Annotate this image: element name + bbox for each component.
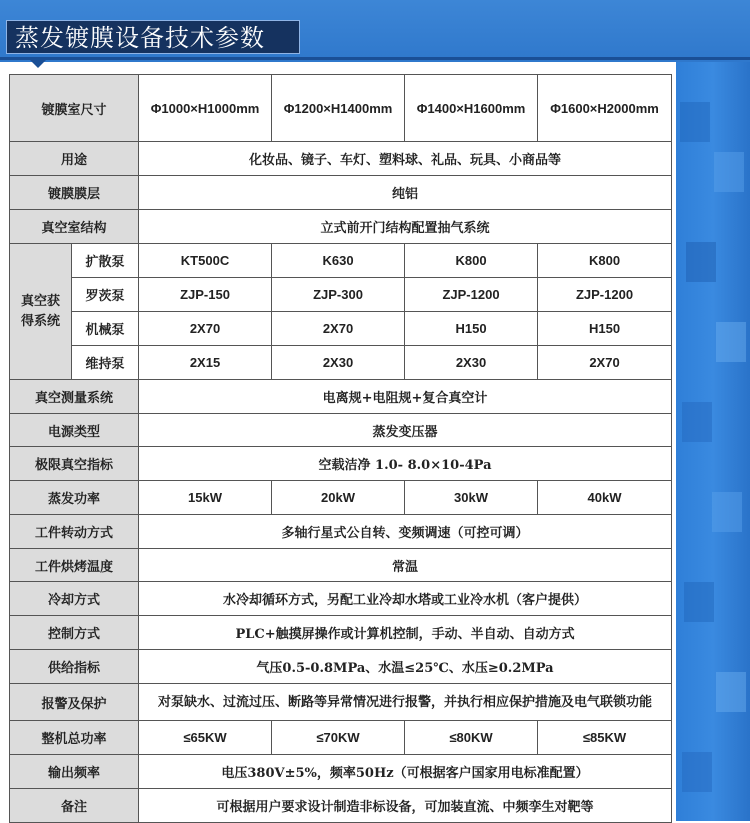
pump-value: 2X70 — [139, 312, 272, 346]
row-label: 输出频率 — [10, 755, 139, 789]
table-row — [10, 650, 672, 684]
table-row — [10, 582, 672, 616]
table-row — [10, 244, 672, 278]
page-title: 蒸发镀膜设备技术参数 — [6, 20, 300, 54]
row-label: 真空室结构 — [10, 210, 139, 244]
row-value: 电压380V±5%，频率50Hz（可根据客户国家用电标准配置） — [139, 755, 672, 789]
power-cell: 40kW — [538, 481, 672, 515]
pump-value: K800 — [538, 244, 672, 278]
table-row — [10, 312, 672, 346]
pump-label: 罗茨泵 — [72, 278, 139, 312]
pump-value: ZJP-300 — [272, 278, 405, 312]
table-row — [10, 481, 672, 515]
table-row — [10, 210, 672, 244]
pump-value: ZJP-150 — [139, 278, 272, 312]
pump-value: KT500C — [139, 244, 272, 278]
pump-label: 维持泵 — [72, 346, 139, 380]
total-power-cell: ≤65KW — [139, 721, 272, 755]
size-cell: Φ1200×H1400mm — [272, 75, 405, 142]
pump-value: 2X70 — [272, 312, 405, 346]
row-value: 蒸发变压器 — [139, 414, 672, 447]
row-label: 工件转动方式 — [10, 515, 139, 549]
total-power-cell: ≤80KW — [405, 721, 538, 755]
row-label: 真空获得系统 — [10, 244, 72, 380]
pump-value: 2X30 — [405, 346, 538, 380]
row-value: 可根据用户要求设计制造非标设备，可加装直流、中频孪生对靶等 — [139, 789, 672, 823]
table-row — [10, 75, 672, 142]
pump-value: K630 — [272, 244, 405, 278]
spec-table — [9, 74, 672, 823]
decor-block — [686, 242, 716, 282]
pump-label: 扩散泵 — [72, 244, 139, 278]
table-row — [10, 515, 672, 549]
row-label: 极限真空指标 — [10, 447, 139, 481]
row-label: 控制方式 — [10, 616, 139, 650]
row-value: 纯铝 — [139, 176, 672, 210]
pump-value: 2X70 — [538, 346, 672, 380]
title-pointer-icon — [30, 60, 46, 68]
decor-block — [714, 152, 744, 192]
pump-value: H150 — [538, 312, 672, 346]
power-cell: 15kW — [139, 481, 272, 515]
size-cell: Φ1400×H1600mm — [405, 75, 538, 142]
size-cell: Φ1600×H2000mm — [538, 75, 672, 142]
decor-block — [712, 492, 742, 532]
row-label: 镀膜膜层 — [10, 176, 139, 210]
row-value: 空载洁净 1.0- 8.0×10-4Pa — [139, 447, 672, 481]
total-power-cell: ≤70KW — [272, 721, 405, 755]
pump-label: 机械泵 — [72, 312, 139, 346]
decor-block — [682, 402, 712, 442]
row-value: 电离规+电阻规+复合真空计 — [139, 380, 672, 414]
decor-block — [682, 752, 712, 792]
header-divider — [0, 57, 750, 60]
pump-value: 2X15 — [139, 346, 272, 380]
row-label: 工件烘烤温度 — [10, 549, 139, 582]
table-row — [10, 684, 672, 721]
row-label: 蒸发功率 — [10, 481, 139, 515]
row-label: 电源类型 — [10, 414, 139, 447]
table-row — [10, 616, 672, 650]
pump-value: H150 — [405, 312, 538, 346]
power-cell: 20kW — [272, 481, 405, 515]
row-value: 化妆品、镜子、车灯、塑料球、礼品、玩具、小商品等 — [139, 142, 672, 176]
row-label: 供给指标 — [10, 650, 139, 684]
decor-block — [684, 582, 714, 622]
decor-block — [680, 102, 710, 142]
size-cell: Φ1000×H1000mm — [139, 75, 272, 142]
table-row — [10, 789, 672, 823]
table-row — [10, 755, 672, 789]
table-row — [10, 346, 672, 380]
row-label: 整机总功率 — [10, 721, 139, 755]
table-row — [10, 176, 672, 210]
row-value: PLC+触摸屏操作或计算机控制，手动、半自动、自动方式 — [139, 616, 672, 650]
row-value: 水冷却循环方式，另配工业冷却水塔或工业冷水机（客户提供） — [139, 582, 672, 616]
pump-value: 2X30 — [272, 346, 405, 380]
row-label: 冷却方式 — [10, 582, 139, 616]
row-label: 备注 — [10, 789, 139, 823]
table-row — [10, 414, 672, 447]
table-row — [10, 447, 672, 481]
row-label: 镀膜室尺寸 — [10, 75, 139, 142]
row-value: 常温 — [139, 549, 672, 582]
decor-block — [716, 322, 746, 362]
table-row — [10, 278, 672, 312]
table-row — [10, 142, 672, 176]
table-row — [10, 380, 672, 414]
row-value: 对泵缺水、过流过压、断路等异常情况进行报警，并执行相应保护措施及电气联锁功能 — [139, 684, 672, 721]
table-row — [10, 721, 672, 755]
row-value: 气压0.5-0.8MPa、水温≤25℃、水压≥0.2MPa — [139, 650, 672, 684]
pump-value: K800 — [405, 244, 538, 278]
pump-value: ZJP-1200 — [405, 278, 538, 312]
decorative-side-panel — [676, 62, 750, 821]
decor-block — [716, 672, 746, 712]
power-cell: 30kW — [405, 481, 538, 515]
row-value: 多轴行星式公自转、变频调速（可控可调） — [139, 515, 672, 549]
row-label: 用途 — [10, 142, 139, 176]
row-value: 立式前开门结构配置抽气系统 — [139, 210, 672, 244]
table-row — [10, 549, 672, 582]
row-label: 真空测量系统 — [10, 380, 139, 414]
row-label: 报警及保护 — [10, 684, 139, 721]
pump-value: ZJP-1200 — [538, 278, 672, 312]
total-power-cell: ≤85KW — [538, 721, 672, 755]
